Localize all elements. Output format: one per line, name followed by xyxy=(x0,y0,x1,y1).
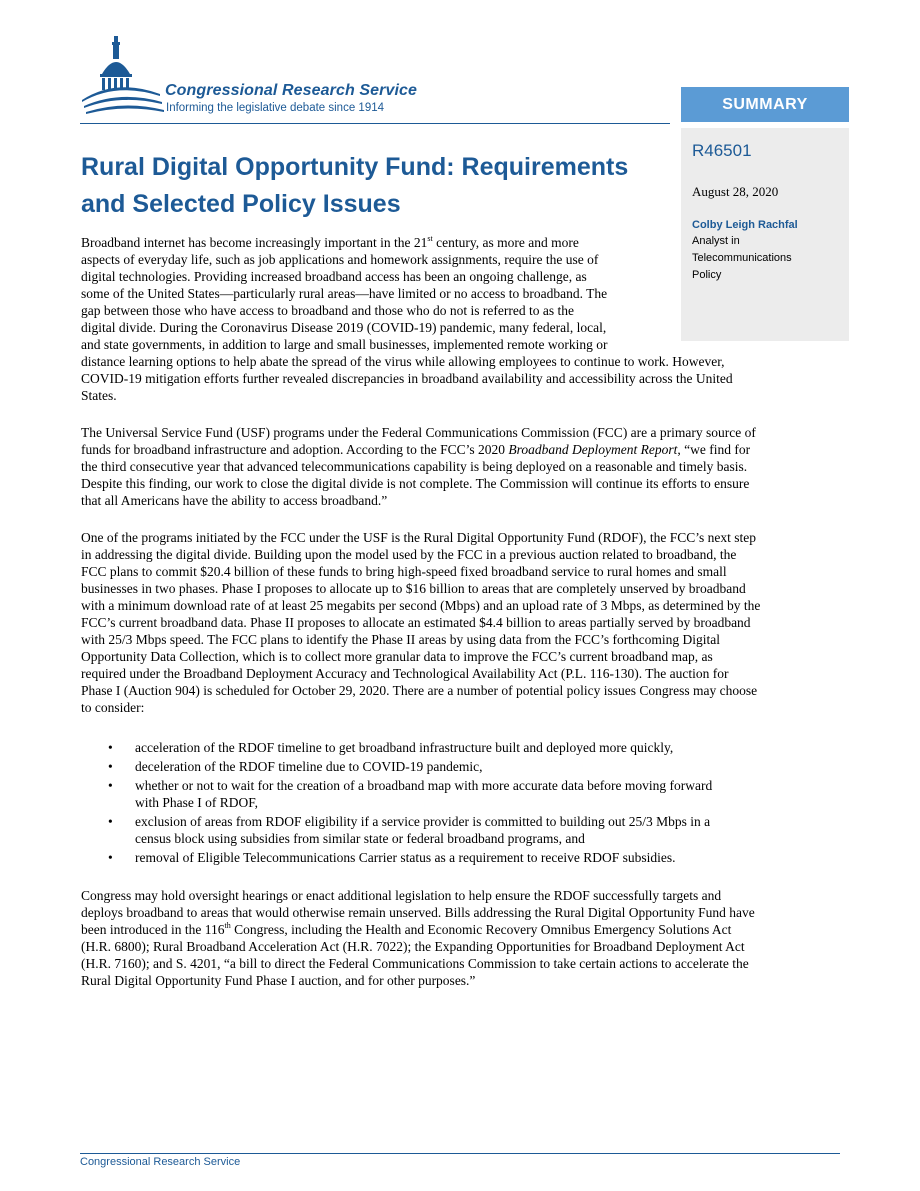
report-number: R46501 xyxy=(692,141,752,160)
bullet-icon: • xyxy=(108,814,113,829)
text-line: exclusion of areas from RDOF eligibility if a service provider is committed to building out 25/3 Mbps in a xyxy=(135,814,711,829)
summary-label: SUMMARY xyxy=(722,96,808,113)
report-title-italic: Broadband Deployment Report xyxy=(508,442,678,457)
text-line: digital divide. During the Coronavirus Disease 2019 (COVID-19) pandemic, many federal, local, xyxy=(81,320,607,335)
footer-divider xyxy=(80,1153,840,1154)
text-line: in addressing the digital divide. Building upon the model used by the FCC in a previous auction related to broadband, the xyxy=(81,547,737,562)
report-date: August 28, 2020 xyxy=(692,184,779,199)
text-line: One of the programs initiated by the FCC under the USF is the Rural Digital Opportunity Fund (RDOF), the FCC’s next step xyxy=(81,530,756,545)
text-line: some of the United States—particularly rural areas—have limited or no access to broadband. The xyxy=(81,286,608,301)
crs-capitol-dome-logo-icon xyxy=(80,34,164,124)
text-line: census block using subsidies from similar state or federal broadband programs, and xyxy=(135,831,585,846)
text-line: the third consecutive year that advanced telecommunications capability is being deployed on a reasonable and timely basis. xyxy=(81,459,748,474)
bullet-icon: • xyxy=(108,740,113,755)
author-title-line: Telecommunications xyxy=(692,252,792,264)
title-line: and Selected Policy Issues xyxy=(81,190,401,218)
text-line: (H.R. 7160); and S. 4201, “a bill to direct the Federal Communications Commission to take certain actions to accelerate the xyxy=(81,956,749,971)
policy-issues-list xyxy=(108,739,712,868)
paragraph-rdof xyxy=(81,529,760,716)
text-line: States. xyxy=(81,388,117,403)
text-line: required under the Broadband Deployment Accuracy and Technological Availability Act (P.L. 116-130). The auction for xyxy=(81,666,729,681)
text-line: that all Americans have the ability to access broadband.” xyxy=(81,493,388,508)
text-run: funds for broadband infrastructure and adoption. According to the FCC’s 2020 xyxy=(81,442,509,457)
text-line: digital technologies. Providing increased broadband access has been an ongoing challenge, as xyxy=(81,269,587,284)
text-line: gap between those who have access to broadband and those who do not is referred to as the xyxy=(81,303,574,318)
superscript: th xyxy=(224,921,231,930)
text-run: , “we find for xyxy=(677,442,751,457)
org-tagline: Informing the legislative debate since 1914 xyxy=(166,102,385,114)
text-line: Opportunity Data Collection, which is to collect more granular data to improve the FCC’s current broadband map, as xyxy=(81,649,713,664)
text-line: to consider: xyxy=(81,700,145,715)
text-line: with Phase I of RDOF, xyxy=(135,795,259,810)
text-line: Congress may hold oversight hearings or enact additional legislation to help ensure the RDOF successfully targets and xyxy=(81,888,722,903)
page-title xyxy=(81,149,671,223)
text-run: been introduced in the 116 xyxy=(81,922,225,937)
bullet-icon: • xyxy=(108,759,113,774)
text-line: Rural Digital Opportunity Fund Phase I auction, and for other purposes.” xyxy=(81,973,476,988)
text-line: distance learning options to help abate the spread of the virus while allowing employees to continue to work. However, xyxy=(81,354,725,369)
text-run: century, as more and more xyxy=(432,235,579,250)
text-line: whether or not to wait for the creation of a broadband map with more accurate data before moving forward xyxy=(135,778,713,793)
bullet-icon: • xyxy=(108,778,113,793)
list-item xyxy=(108,739,712,756)
list-item xyxy=(108,777,712,811)
author-name: Colby Leigh Rachfal xyxy=(692,219,798,231)
text-line: Phase I (Auction 904) is scheduled for October 29, 2020. There are a number of potential policy issues Congress may choose xyxy=(81,683,758,698)
list-item xyxy=(108,813,712,847)
paragraph-usf xyxy=(81,424,756,509)
text-line: businesses in two phases. Phase I proposes to allocate up to $16 billion to areas that are completely unserved by broadband xyxy=(81,581,746,596)
text-line: and state governments, in addition to large and small businesses, implemented remote working or xyxy=(81,337,608,352)
author-title-line: Analyst in xyxy=(692,235,740,247)
text-line: FCC plans to commit $20.4 billion of these funds to bring high-speed fixed broadband service to rural homes and small xyxy=(81,564,727,579)
text-line: removal of Eligible Telecommunications Carrier status as a requirement to receive RDOF subsidies. xyxy=(135,850,676,865)
title-line: Rural Digital Opportunity Fund: Requirements xyxy=(81,153,629,181)
text-line: Despite this finding, our work to close the digital divide is not complete. The Commission will continue its efforts to ensure xyxy=(81,476,750,491)
text-line: aspects of everyday life, such as job applications and homework assignments, require the use of xyxy=(81,252,599,267)
list-item xyxy=(108,758,712,775)
list-item xyxy=(108,849,712,866)
text-line: with a minimum download rate of at least 25 megabits per second (Mbps) and an upload rate of 3 Mbps, as determined by the xyxy=(81,598,761,613)
text-line: COVID-19 mitigation efforts further revealed discrepancies in broadband availability and accessibility across the United xyxy=(81,371,733,386)
paragraph-intro xyxy=(81,234,733,404)
paragraph-congress xyxy=(81,887,755,989)
text-line: deceleration of the RDOF timeline due to COVID-19 pandemic, xyxy=(135,759,483,774)
header-divider xyxy=(80,123,670,124)
text-line: with 25/3 Mbps speed. The FCC plans to identify the Phase II areas by using data from the FCC’s forthcoming Digital xyxy=(81,632,721,647)
text-line: FCC’s current broadband data. Phase II proposes to allocate an estimated $4.4 billion to areas partially served by broadband xyxy=(81,615,751,630)
text-line: (H.R. 6800); Rural Broadband Acceleration Act (H.R. 7022); the Expanding Opportunities for Broadband Deployment Act xyxy=(81,939,745,954)
author-title-line: Policy xyxy=(692,269,722,281)
text-line: The Universal Service Fund (USF) programs under the Federal Communications Commission (FCC) are a primary source of xyxy=(81,425,756,440)
text-run: Broadband internet has become increasingly important in the 21 xyxy=(81,235,428,250)
text-line: acceleration of the RDOF timeline to get broadband infrastructure built and deployed more quickly, xyxy=(135,740,674,755)
text-run: Congress, including the Health and Economic Recovery Omnibus Emergency Solutions Act xyxy=(230,922,732,937)
org-name: Congressional Research Service xyxy=(165,82,418,99)
bullet-icon: • xyxy=(108,850,113,865)
superscript: st xyxy=(427,234,433,243)
footer-org-name: Congressional Research Service xyxy=(80,1156,241,1168)
text-line: deploys broadband to areas that would otherwise remain unserved. Bills addressing the Rural Digital Opportunity Fund have xyxy=(81,905,755,920)
